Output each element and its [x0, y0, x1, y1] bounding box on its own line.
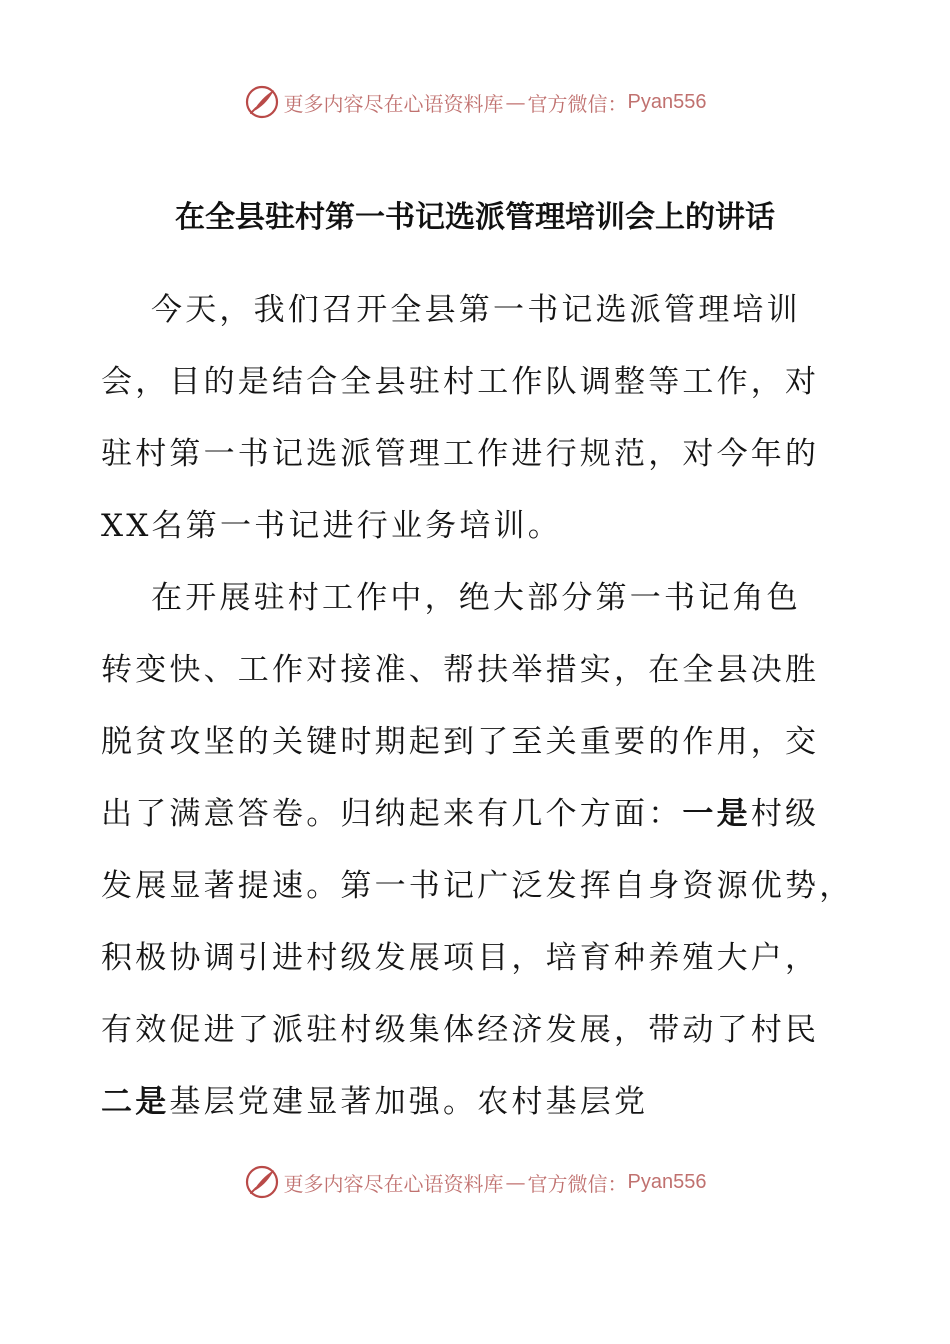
body-line-text: 村级 — [750, 796, 820, 832]
body-line — [101, 1082, 648, 1122]
watermark-wechat-id: Pyan556 — [627, 90, 707, 113]
watermark-text: 更多内容尽在心语资料库 — [283, 91, 504, 116]
body-line: 在开展驻村工作中，绝大部分第一书记角色 — [151, 580, 801, 616]
body-line-text: 出了满意答卷。归纳起来有几个方面： — [101, 796, 683, 832]
body-line: 脱贫攻坚的关键时期起到了至关重要的作用，交 — [101, 724, 820, 760]
body-line: 发展显著提速。第一书记广泛发挥自身资源优势， — [101, 868, 854, 904]
body-line: 今天，我们召开全县第一书记选派管理培训 — [151, 292, 801, 328]
emphasis-point-one: 一是 — [682, 796, 751, 832]
quill-logo-icon — [244, 1164, 280, 1200]
watermark-dash: — — [505, 90, 526, 114]
quill-logo-icon — [244, 84, 280, 120]
body-line: XX名第一书记进行业务培训。 — [101, 508, 562, 544]
footer-watermark — [0, 1162, 950, 1202]
body-line: 有效促进了派驻村级集体经济发展，带动了村民 — [101, 1012, 820, 1048]
body-line: 积极协调引进村级发展项目，培育种养殖大户， — [101, 940, 820, 976]
watermark-wechat-label: 官方微信： — [527, 1171, 628, 1196]
document-title: 在全县驻村第一书记选派管理培训会上的讲话 — [175, 200, 775, 235]
emphasis-point-two: 二是 — [101, 1084, 170, 1120]
body-line: 转变快、工作对接准、帮扶举措实，在全县决胜 — [101, 652, 820, 688]
body-line: 驻村第一书记选派管理工作进行规范，对今年的 — [101, 436, 820, 472]
body-line — [101, 794, 819, 834]
body-line: 会，目的是结合全县驻村工作队调整等工作，对 — [101, 364, 820, 400]
watermark-wechat-label: 官方微信： — [527, 91, 628, 116]
body-line-text: 基层党建显著加强。农村基层党 — [169, 1084, 649, 1120]
watermark-text: 更多内容尽在心语资料库 — [283, 1171, 504, 1196]
watermark-wechat-id: Pyan556 — [627, 1170, 707, 1193]
header-watermark — [0, 82, 950, 122]
watermark-dash: — — [505, 1170, 526, 1194]
